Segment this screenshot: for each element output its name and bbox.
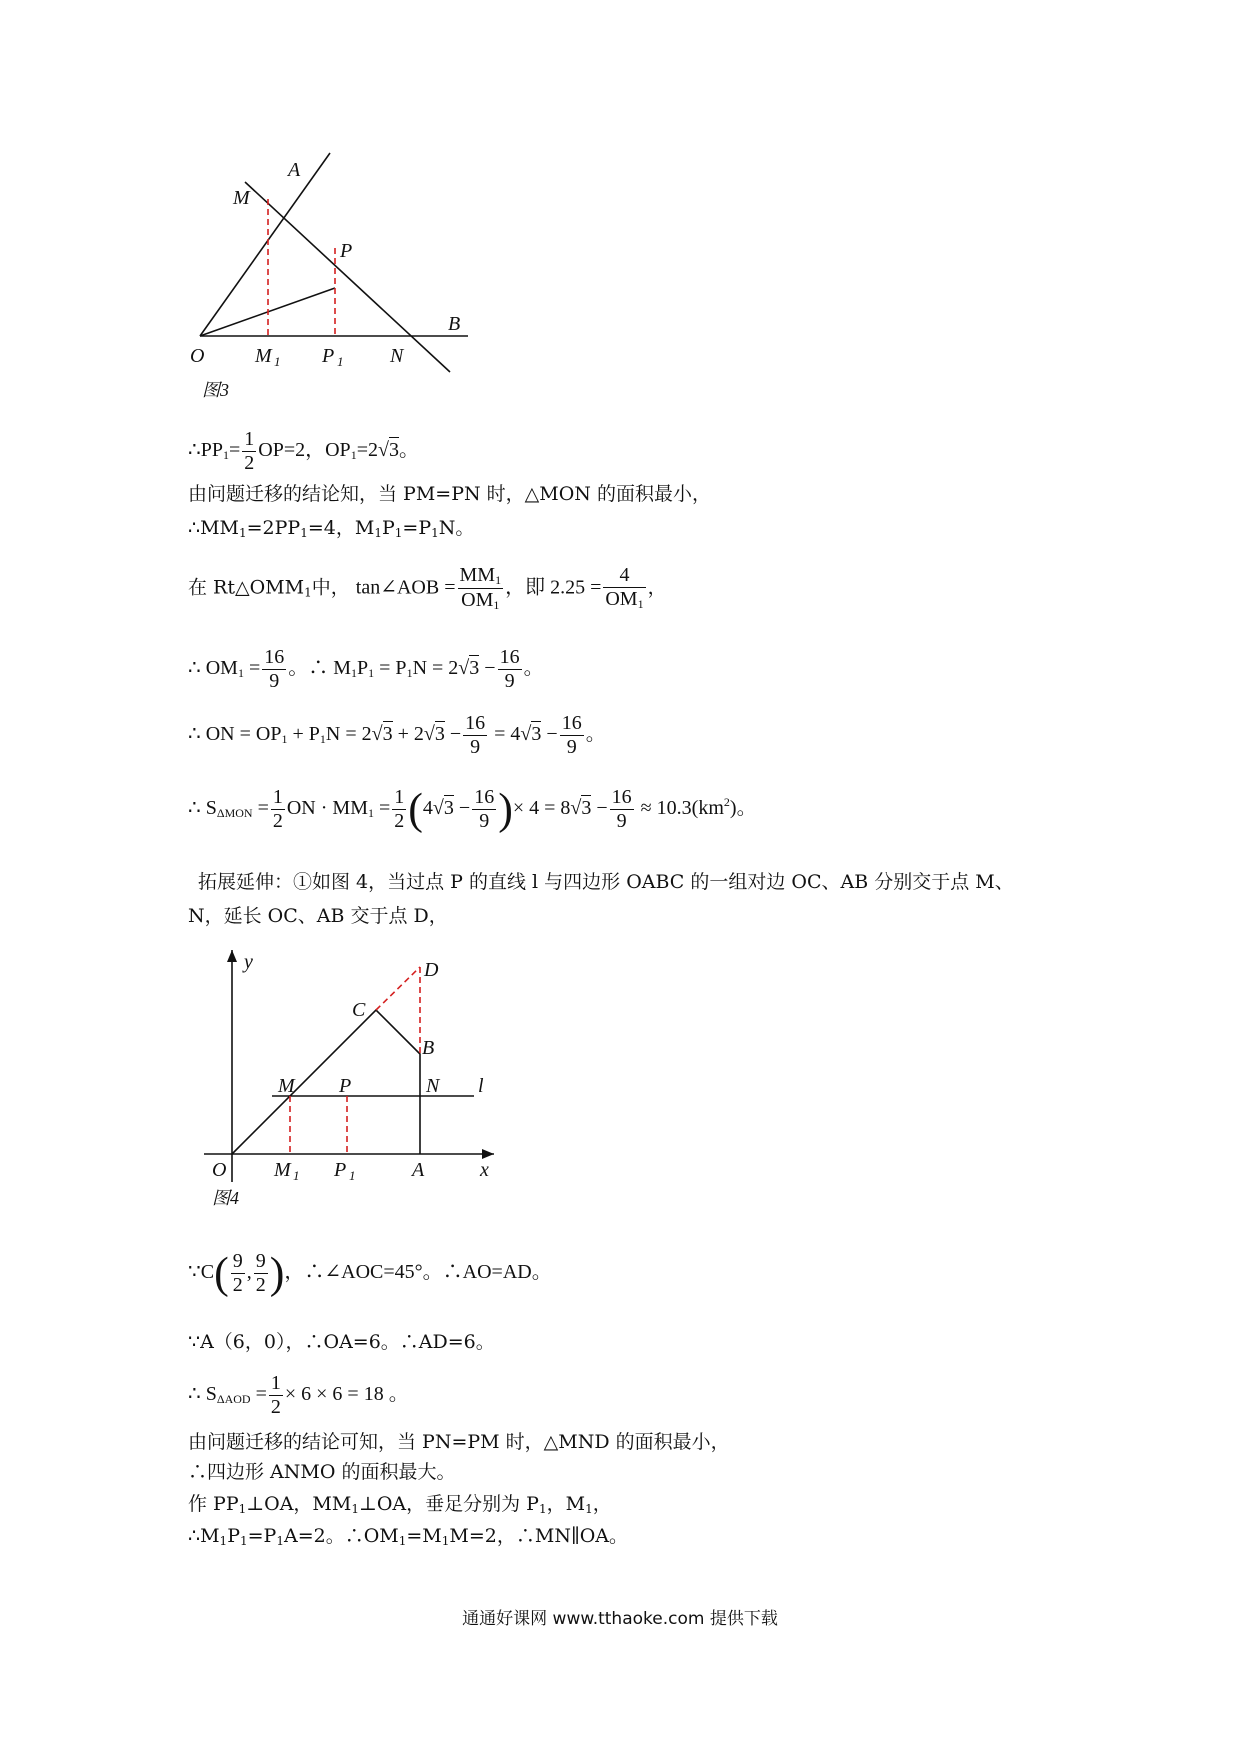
fraction: $\frac{16}{9}$ [499, 646, 520, 692]
line-conclusion-2: 由问题迁移的结论可知，当 PN=PM 时，△MND 的面积最小， [188, 1431, 730, 1453]
figure-3 [190, 140, 480, 410]
fraction: $\frac{1}{2}$ [270, 1372, 281, 1418]
figure-4-caption: 图4 [212, 1188, 239, 1208]
arrow-y-icon [227, 950, 237, 962]
label-p: P [339, 1075, 352, 1097]
label-p: P [340, 240, 353, 262]
fraction: $\frac{4}{OM_1}$ [605, 564, 644, 612]
line-perpendicular: 作 $PP_1\perp OA$，$MM_1\perp OA$，垂足分别为 $P_1$，$M_1$， [188, 1493, 612, 1516]
label-p1-sub: 1 [337, 354, 344, 369]
fraction: $\frac{1}{2}$ [394, 786, 405, 832]
fraction: $\frac{1}{2}$ [244, 428, 255, 474]
fraction: $\frac{9}{2}$ [232, 1250, 243, 1296]
quadrilateral-oabc [232, 1010, 420, 1154]
line-area-aod: ∴ $S_{\Delta AOD}$ = $\frac{1}{2}$ × 6 × 6 = 18 。 [188, 1372, 409, 1418]
fraction: $\frac{16}{9}$ [561, 712, 582, 758]
label-d: D [424, 959, 439, 981]
fraction: $\frac{16}{9}$ [611, 786, 632, 832]
line-pp1: $\therefore PP_1=$ $\frac{1}{2}$ OP=2，$OP_1=2√3$。 [188, 428, 419, 474]
line-mm1: $\therefore MM_1=2PP_1=4$，$M_1P_1=P_1N$。 [188, 517, 475, 540]
label-a: A [412, 1159, 425, 1181]
line-mn [245, 182, 450, 372]
label-m1-sub: 1 [293, 1168, 300, 1183]
line-tan: 在 $Rt\triangle OMM_1$中， tan∠AOB = $\frac{MM_1}{OM_1}$ ，即 2.25 = $\frac{4}{OM_1}$ ， [188, 564, 667, 612]
line-on: ∴ ON = $OP_1 + P_1N = 2√3 + 2√3$ − $\frac{16}{9}$ = 4√3 − $\frac{16}{9}$ 。 [188, 712, 606, 758]
label-l: l [478, 1075, 484, 1097]
line-point-a: ∵A（6，0），∴OA=6。∴AD=6。 [188, 1331, 495, 1353]
footer-watermark: 通通好课网 www.tthaoke.com 提供下载 [462, 1609, 778, 1629]
figure-3-caption: 图3 [202, 380, 229, 400]
line-om1: ∴ $OM_1$ = $\frac{16}{9}$ 。∴ $M_1P_1 = P_1N = 2√3$ − $\frac{16}{9}$ 。 [188, 646, 544, 692]
label-m1: M [255, 345, 272, 367]
fraction: $\frac{16}{9}$ [465, 712, 486, 758]
label-o: O [190, 345, 205, 367]
label-p1-sub: 1 [349, 1168, 356, 1183]
arrow-x-icon [482, 1149, 494, 1159]
label-y: y [244, 951, 253, 973]
fraction: $\frac{9}{2}$ [255, 1250, 266, 1296]
label-m1: M [274, 1159, 291, 1181]
label-m: M [233, 187, 250, 209]
fraction: $\frac{MM_1}{OM_1}$ [459, 564, 502, 612]
line-max-area: ∴四边形 ANMO 的面积最大。 [188, 1461, 456, 1483]
label-n: N [426, 1075, 440, 1097]
line-point-c: ∵C( $\frac{9}{2}$ , $\frac{9}{2}$ )，∴∠AOC=45°。∴AO=AD。 [188, 1248, 552, 1298]
figure-4 [196, 942, 506, 1212]
fraction: $\frac{16}{9}$ [474, 786, 495, 832]
label-p1: P [334, 1159, 347, 1181]
label-c: C [352, 999, 366, 1021]
label-b: B [422, 1037, 435, 1059]
fraction: $\frac{16}{9}$ [264, 646, 285, 692]
line-area-mon: ∴ $S_{\Delta MON}$ = $\frac{1}{2}$ ON · $MM_1$ = $\frac{1}{2}$ (4√3 − $\frac{16}{9}$ )× 4 = 8√3 − $\frac{16}{9}$ ≈ $10.3(km^2)$。 [188, 784, 757, 834]
line-parallel: $\therefore M_1P_1=P_1A=2$。$\therefore OM_1=M_1M=2$，∴MN∥OA。 [188, 1525, 629, 1548]
label-a: A [288, 159, 301, 181]
line-extension-2: N，延长 OC、AB 交于点 D， [188, 905, 448, 927]
dashed-cd [376, 967, 420, 1010]
label-b: B [448, 313, 461, 335]
label-x: x [480, 1159, 489, 1181]
label-n: N [390, 345, 404, 367]
label-p1: P [322, 345, 335, 367]
line-extension: 拓展延伸：①如图 4，当过点 P 的直线 l 与四边形 OABC 的一组对边 OC、AB 分别交于点 M、 [198, 871, 1014, 893]
label-m1-sub: 1 [274, 354, 281, 369]
fraction: $\frac{1}{2}$ [272, 786, 283, 832]
line-conclusion-1: 由问题迁移的结论知，当 PM=PN 时，△MON 的面积最小， [188, 483, 711, 505]
ray-oa [200, 153, 330, 336]
label-m: M [278, 1075, 295, 1097]
label-o: O [212, 1159, 227, 1181]
